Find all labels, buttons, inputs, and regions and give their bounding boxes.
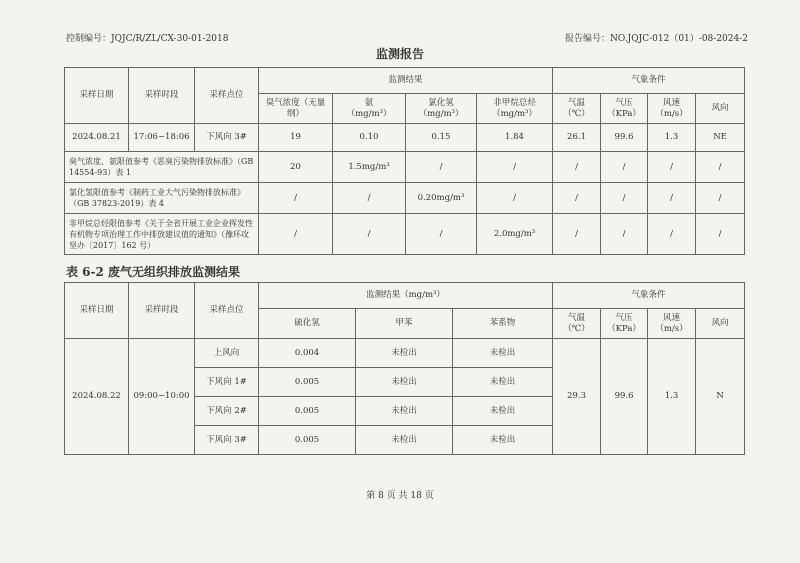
col-wind-speed (648, 309, 696, 339)
col-nmhc-name: 非甲烷总烃 (493, 97, 536, 108)
col-temp (553, 94, 601, 124)
limit-reference: 氯化氢限值参考《制药工业大气污染物排放标准》（GB 37823-2019）表 4 (65, 183, 259, 214)
table-caption: 表 6-2 废气无组织排放监测结果 (66, 265, 241, 279)
cell-temp: 29.3 (553, 339, 601, 455)
col-benzenes: 苯系物 (453, 309, 553, 339)
cell-pressure: 99.6 (601, 339, 648, 455)
cell-h2s: 0.005 (259, 426, 356, 455)
limit-reference: 非甲烷总烃限值参考《关于全省开展工业企业挥发性有机物专项治理工作中排放建议值的通知》（豫环攻坚办〔2017〕162 号） (65, 214, 259, 255)
col-toluene: 甲苯 (356, 309, 453, 339)
col-results: 监测结果（mg/m³） (259, 283, 553, 309)
limit-value: / (696, 183, 745, 214)
page-title: 监测报告 (375, 47, 424, 61)
col-pressure (601, 309, 648, 339)
col-hcl (406, 94, 477, 124)
limit-value: / (553, 214, 601, 255)
cell-ammonia: 0.10 (333, 124, 406, 152)
cell-toluene: 未检出 (356, 397, 453, 426)
cell-wind-speed: 1.3 (648, 339, 696, 455)
limit-value: / (553, 183, 601, 214)
limit-row (65, 152, 745, 183)
col-temp-unit: （℃） (563, 108, 590, 119)
cell-h2s: 0.005 (259, 397, 356, 426)
col-pressure-name: 气压 (615, 97, 633, 108)
col-hcl-unit: （mg/m³） (418, 108, 464, 119)
cell-benzenes: 未检出 (453, 368, 553, 397)
cell-h2s: 0.004 (259, 339, 356, 368)
limit-value: / (601, 152, 648, 183)
limit-value: 2.0mg/m³ (477, 214, 553, 255)
col-weather: 气象条件 (553, 68, 745, 94)
cell-period: 09:00~10:00 (129, 339, 195, 455)
cell-point: 下风向 1# (195, 368, 259, 397)
limit-value: / (648, 152, 696, 183)
limit-reference: 臭气浓度、氨限值参考《恶臭污染物排放标准》（GB 14554-93）表 1 (65, 152, 259, 183)
col-point: 采样点位 (195, 68, 259, 124)
cell-wind-dir: NE (696, 124, 745, 152)
cell-temp: 26.1 (553, 124, 601, 152)
monitoring-table-1 (64, 67, 745, 255)
limit-value: / (696, 214, 745, 255)
cell-date: 2024.08.21 (65, 124, 129, 152)
limit-value: 1.5mg/m³ (333, 152, 406, 183)
col-wind-dir: 风向 (696, 309, 745, 339)
col-ammonia-name: 氨 (364, 97, 374, 108)
cell-point: 上风向 (195, 339, 259, 368)
col-wind-dir: 风向 (696, 94, 745, 124)
cell-toluene: 未检出 (356, 426, 453, 455)
col-temp-unit: （℃） (563, 323, 590, 334)
limit-value: / (406, 214, 477, 255)
limit-value: / (406, 152, 477, 183)
limit-row (65, 214, 745, 255)
cell-point: 下风向 3# (195, 426, 259, 455)
limit-value: / (333, 214, 406, 255)
limit-row (65, 183, 745, 214)
cell-nmhc: 1.84 (477, 124, 553, 152)
col-hcl-name: 氯化氢 (428, 97, 454, 108)
cell-toluene: 未检出 (356, 339, 453, 368)
limit-value: / (259, 183, 333, 214)
limit-value: / (477, 183, 553, 214)
cell-pressure: 99.6 (601, 124, 648, 152)
limit-value: / (601, 214, 648, 255)
cell-period: 17:06~18:06 (129, 124, 195, 152)
cell-wind-speed: 1.3 (648, 124, 696, 152)
cell-benzenes: 未检出 (453, 397, 553, 426)
col-date: 采样日期 (65, 68, 129, 124)
col-temp-name: 气温 (568, 97, 586, 108)
limit-value: / (648, 214, 696, 255)
monitoring-table-2 (64, 282, 745, 455)
col-wind-speed-unit: （m/s） (655, 108, 688, 119)
limit-value: / (333, 183, 406, 214)
col-odor: 臭气浓度（无量纲） (259, 94, 333, 124)
col-wind-speed-name: 风速 (663, 312, 681, 323)
limit-value: 20 (259, 152, 333, 183)
cell-point: 下风向 2# (195, 397, 259, 426)
col-wind-speed-unit: （m/s） (655, 323, 688, 334)
col-pressure (601, 94, 648, 124)
table-row (65, 124, 745, 152)
col-wind-speed (648, 94, 696, 124)
limit-value: / (696, 152, 745, 183)
col-nmhc-unit: （mg/m³） (492, 108, 537, 119)
col-nmhc (477, 94, 553, 124)
cell-benzenes: 未检出 (453, 426, 553, 455)
limit-value: / (553, 152, 601, 183)
col-weather: 气象条件 (553, 283, 745, 309)
cell-h2s: 0.005 (259, 368, 356, 397)
col-pressure-unit: （KPa） (607, 108, 641, 119)
col-pressure-name: 气压 (615, 312, 633, 323)
col-results: 监测结果 (259, 68, 553, 94)
limit-value: / (477, 152, 553, 183)
control-number: 控制编号：JQJC/R/ZL/CX-30-01-2018 (66, 34, 229, 44)
limit-value: / (601, 183, 648, 214)
cell-date: 2024.08.22 (65, 339, 129, 455)
limit-value: / (648, 183, 696, 214)
col-temp-name: 气温 (568, 312, 586, 323)
cell-hcl: 0.15 (406, 124, 477, 152)
table-row (65, 339, 745, 368)
cell-toluene: 未检出 (356, 368, 453, 397)
col-temp (553, 309, 601, 339)
page-footer: 第 8 页 共 18 页 (366, 491, 434, 501)
cell-odor: 19 (259, 124, 333, 152)
cell-point: 下风向 3# (195, 124, 259, 152)
col-period: 采样时段 (129, 68, 195, 124)
col-wind-speed-name: 风速 (663, 97, 681, 108)
col-h2s: 硫化氢 (259, 309, 356, 339)
cell-wind-dir: N (696, 339, 745, 455)
col-ammonia-unit: （mg/m³） (346, 108, 392, 119)
report-number: 报告编号：NO.JQJC-012（01）-08-2024-2 (565, 34, 748, 44)
col-pressure-unit: （KPa） (607, 323, 641, 334)
col-ammonia (333, 94, 406, 124)
col-period: 采样时段 (129, 283, 195, 339)
col-date: 采样日期 (65, 283, 129, 339)
col-point: 采样点位 (195, 283, 259, 339)
limit-value: / (259, 214, 333, 255)
limit-value: 0.20mg/m³ (406, 183, 477, 214)
cell-benzenes: 未检出 (453, 339, 553, 368)
